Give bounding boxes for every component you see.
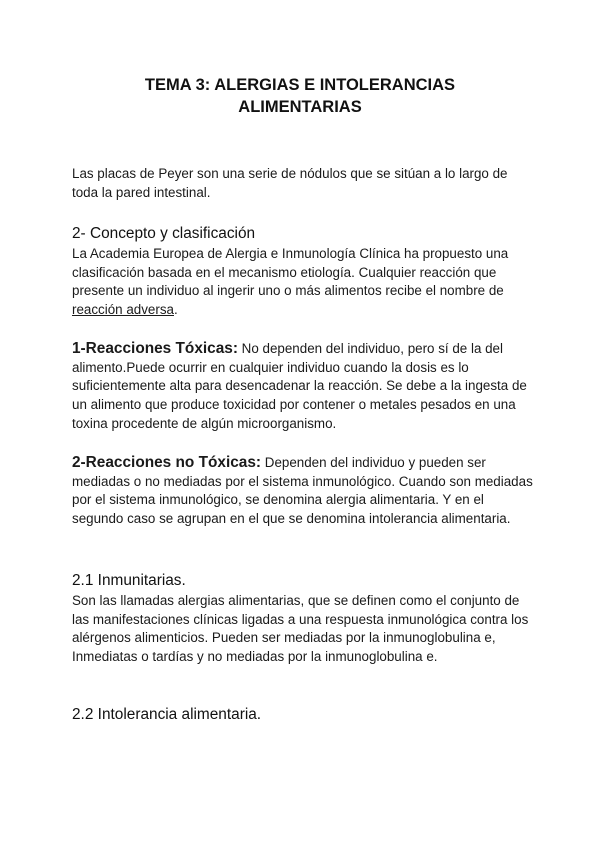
- document-title: [72, 74, 528, 118]
- toxic-reactions-text: No dependen del individuo, pero sí de la del alimento.Puede ocurrir en cualquier individuo cuando la dosis es lo suficientemente alta para desencadenar la reacción. Se debe a la ingesta de un alimento que produce toxicidad por contener o metales pesados en una toxina procedente de algún microorganismo.: [72, 341, 527, 431]
- title-line-1: TEMA 3: ALERGIAS E INTOLERANCIAS: [144, 76, 456, 94]
- section-2-1-heading: 2.1 Inmunitarias.: [72, 572, 186, 589]
- nontoxic-reactions-text: Dependen del individuo y pueden ser mediadas o no mediadas por el sistema inmunológico. Cuando son mediadas por el sistema inmunológico, se denomina alergia alimentaria. Y en el segundo caso se agrupan en el que se denomina intolerancia alimentaria.: [72, 455, 533, 527]
- toxic-reactions-heading: 1-Reacciones Tóxicas:: [72, 340, 238, 357]
- toxic-reactions-paragraph: [72, 340, 534, 434]
- section-2-text-end: .: [173, 302, 178, 318]
- section-2-text: La Academia Europea de Alergia e Inmunología Clínica ha propuesto una clasificación basada en el mecanismo etiología. Cualquier reacción que presente un individuo al ingerir uno o más alimentos recibe el nombre de: [72, 246, 509, 299]
- section-2-2-heading: 2.2 Intolerancia alimentaria.: [72, 706, 262, 723]
- section-2-paragraph: [72, 245, 534, 320]
- intro-paragraph: Las placas de Peyer son una serie de nódulos que se sitúan a lo largo de toda la pared intestinal.: [72, 166, 508, 200]
- title-line-2: ALIMENTARIAS: [238, 98, 362, 116]
- nontoxic-reactions-heading: 2-Reacciones no Tóxicas:: [72, 454, 262, 471]
- section-2-1-paragraph: Son las llamadas alergias alimentarias, que se definen como el conjunto de las manifestaciones clínicas ligadas a una respuesta inmunológica contra los alérgenos alimenticios. Pueden ser mediadas por la inmunoglobulina e, Inmediatas o tardías y no mediadas por la inmunoglobulina e.: [72, 593, 529, 665]
- adverse-reaction-link[interactable]: reacción adversa: [72, 302, 174, 318]
- section-2-heading: 2- Concepto y clasificación: [72, 225, 256, 242]
- nontoxic-reactions-paragraph: [72, 454, 534, 529]
